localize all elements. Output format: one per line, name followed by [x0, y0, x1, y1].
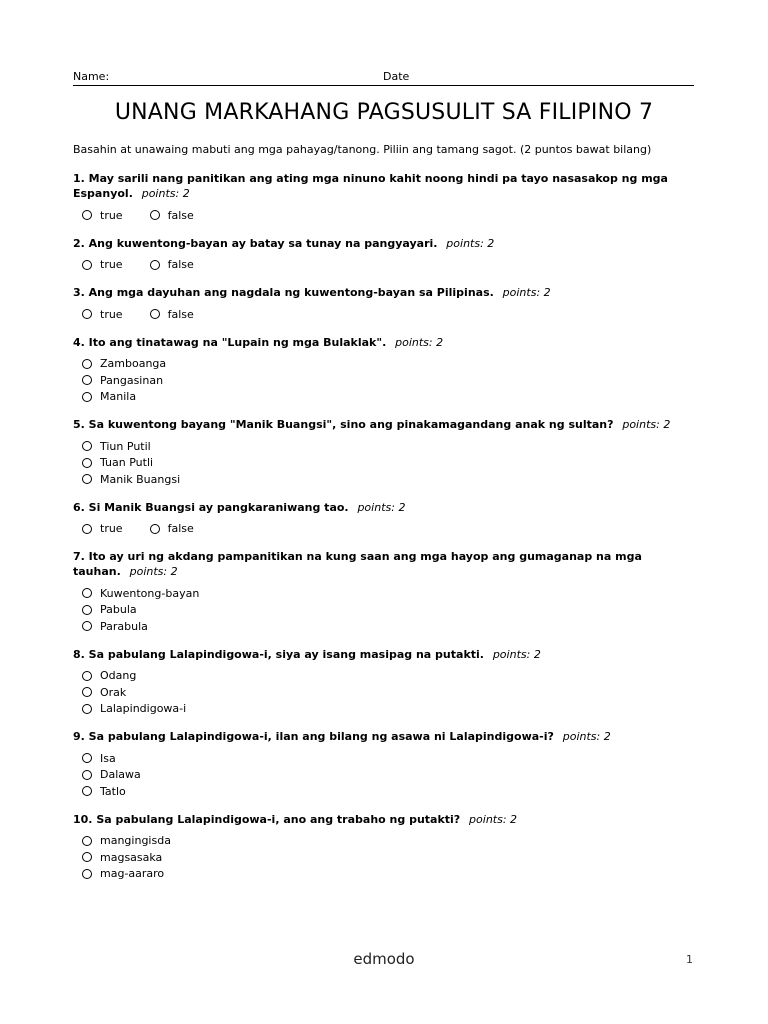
answer-option[interactable] — [82, 668, 693, 685]
question-text — [73, 549, 693, 579]
question-text — [73, 236, 693, 251]
radio-circle-icon[interactable] — [82, 605, 92, 615]
radio-circle-icon[interactable] — [82, 309, 92, 319]
radio-circle-icon[interactable] — [82, 753, 92, 763]
radio-circle-icon[interactable] — [82, 392, 92, 402]
answer-options — [73, 438, 693, 488]
answer-options — [73, 521, 693, 538]
question-7 — [73, 549, 693, 635]
radio-circle-icon[interactable] — [82, 474, 92, 484]
answer-option[interactable] — [82, 471, 693, 488]
answer-option[interactable] — [82, 783, 693, 800]
question-8 — [73, 647, 693, 718]
option-label: Pabula — [100, 603, 137, 617]
radio-circle-icon[interactable] — [82, 458, 92, 468]
option-label: Zamboanga — [100, 357, 167, 371]
radio-circle-icon[interactable] — [82, 786, 92, 796]
option-label: Tiun Putil — [100, 439, 151, 453]
question-text — [73, 500, 693, 515]
answer-option[interactable] — [82, 438, 693, 455]
question-text — [73, 812, 693, 827]
name-label: Name: — [73, 70, 110, 83]
question-label: 9. Sa pabulang Lalapindigowa-i, ilan ang bilang ng asawa ni Lalapindigowa-i? — [73, 730, 554, 743]
option-label: true — [100, 522, 123, 536]
answer-option[interactable] — [82, 521, 123, 538]
answer-option[interactable] — [82, 389, 693, 406]
answer-options-row — [82, 207, 693, 224]
points-label: points: 2 — [469, 812, 518, 826]
question-3 — [73, 285, 693, 323]
radio-circle-icon[interactable] — [82, 852, 92, 862]
date-label: Date — [383, 70, 410, 83]
points-label: points: 2 — [446, 236, 495, 250]
option-label: Tatlo — [100, 784, 126, 798]
option-label: false — [167, 307, 194, 321]
answer-option[interactable] — [82, 306, 123, 323]
question-9 — [73, 729, 693, 800]
instructions: Basahin at unawaing mabuti ang mga pahayag/tanong. Piliin ang tamang sagot. (2 puntos bawat bilang) — [73, 143, 652, 156]
answer-option[interactable] — [82, 207, 123, 224]
answer-options-row — [82, 306, 693, 323]
answer-option[interactable] — [82, 767, 693, 784]
points-label: points: 2 — [562, 730, 611, 743]
answer-options — [73, 306, 693, 323]
option-label: true — [100, 208, 123, 222]
question-6 — [73, 500, 693, 538]
option-label: mag-aararo — [100, 867, 165, 881]
radio-circle-icon[interactable] — [82, 621, 92, 631]
points-label: points: 2 — [492, 647, 541, 661]
option-label: false — [167, 258, 194, 272]
question-label: 5. Sa kuwentong bayang "Manik Buangsi", sino ang pinakamagandang anak ng sultan? — [73, 418, 614, 431]
option-label: false — [167, 522, 194, 536]
option-label: Parabula — [100, 619, 148, 633]
radio-circle-icon[interactable] — [82, 375, 92, 385]
option-label: Lalapindigowa-i — [100, 702, 187, 716]
question-label: 7. Ito ay uri ng akdang pampanitikan na kung saan ang mga hayop ang gumaganap na mga tauhan. — [73, 550, 642, 578]
page-number: 1 — [686, 953, 693, 966]
option-label: Pangasinan — [100, 373, 164, 387]
radio-circle-icon[interactable] — [150, 524, 160, 534]
question-text — [73, 417, 693, 432]
option-label: Orak — [100, 685, 127, 699]
question-text — [73, 285, 693, 300]
radio-circle-icon[interactable] — [82, 359, 92, 369]
answer-option[interactable] — [82, 455, 693, 472]
answer-options — [73, 750, 693, 800]
answer-options-row — [82, 521, 693, 538]
question-10 — [73, 812, 693, 883]
answer-option[interactable] — [150, 521, 194, 538]
question-text — [73, 729, 693, 744]
answer-options-row — [82, 257, 693, 274]
question-4 — [73, 335, 693, 406]
question-label: 8. Sa pabulang Lalapindigowa-i, siya ay isang masipag na putakti. — [73, 647, 484, 661]
question-text — [73, 335, 693, 350]
answer-option[interactable] — [82, 833, 693, 850]
answer-option[interactable] — [82, 750, 693, 767]
answer-option[interactable] — [82, 701, 693, 718]
answer-option[interactable] — [150, 257, 194, 274]
answer-options — [73, 585, 693, 635]
radio-circle-icon[interactable] — [82, 704, 92, 714]
option-label: Manik Buangsi — [100, 472, 181, 486]
question-text — [73, 647, 693, 662]
radio-circle-icon[interactable] — [82, 869, 92, 879]
points-label: points: 2 — [357, 500, 406, 514]
answer-option[interactable] — [150, 207, 194, 224]
option-label: Tuan Putli — [100, 456, 154, 470]
points-label: points: 2 — [395, 335, 444, 349]
option-label: Manila — [100, 390, 137, 404]
option-label: Isa — [100, 751, 116, 765]
radio-circle-icon[interactable] — [82, 524, 92, 534]
answer-option[interactable] — [150, 306, 194, 323]
answer-option[interactable] — [82, 849, 693, 866]
radio-circle-icon[interactable] — [82, 671, 92, 681]
option-label: true — [100, 258, 123, 272]
answer-option[interactable] — [82, 372, 693, 389]
option-label: false — [167, 208, 194, 222]
option-label: mangingisda — [100, 834, 171, 848]
radio-circle-icon[interactable] — [82, 687, 92, 697]
question-label: 2. Ang kuwentong-bayan ay batay sa tunay na pangyayari. — [73, 236, 438, 250]
answer-option[interactable] — [82, 585, 693, 602]
edmodo-logo: edmodo — [353, 950, 415, 968]
points-label: points: 2 — [622, 418, 671, 431]
question-label: 1. May sarili nang panitikan ang ating mga ninuno kahit noong hindi pa tayo nasasakop ng mga Espanyol. — [73, 172, 668, 200]
radio-circle-icon[interactable] — [150, 309, 160, 319]
answer-options — [73, 257, 693, 274]
radio-circle-icon[interactable] — [150, 260, 160, 270]
question-label: 3. Ang mga dayuhan ang nagdala ng kuwentong-bayan sa Pilipinas. — [73, 286, 494, 299]
answer-option[interactable] — [82, 866, 693, 883]
answer-option[interactable] — [82, 257, 123, 274]
answer-option[interactable] — [82, 356, 693, 373]
radio-circle-icon[interactable] — [82, 770, 92, 780]
page-title: UNANG MARKAHANG PAGSUSULIT SA FILIPINO 7 — [114, 100, 654, 125]
radio-circle-icon[interactable] — [82, 441, 92, 451]
option-label: Kuwentong-bayan — [100, 586, 200, 600]
option-label: Odang — [100, 669, 137, 683]
answer-options — [73, 207, 693, 224]
answer-options — [73, 833, 693, 883]
question-label: 4. Ito ang tinatawag na "Lupain ng mga Bulaklak". — [73, 335, 387, 349]
question-list — [73, 171, 693, 894]
radio-circle-icon[interactable] — [82, 588, 92, 598]
question-5 — [73, 417, 693, 488]
points-label: points: 2 — [502, 286, 551, 299]
answer-option[interactable] — [82, 602, 693, 619]
answer-options — [73, 356, 693, 406]
answer-option[interactable] — [82, 684, 693, 701]
radio-circle-icon[interactable] — [150, 210, 160, 220]
question-text — [73, 171, 693, 201]
option-label: magsasaka — [100, 850, 163, 864]
answer-option[interactable] — [82, 618, 693, 635]
header-line — [73, 69, 694, 86]
question-1 — [73, 171, 693, 224]
radio-circle-icon[interactable] — [82, 260, 92, 270]
question-label: 10. Sa pabulang Lalapindigowa-i, ano ang trabaho ng putakti? — [73, 812, 461, 826]
radio-circle-icon[interactable] — [82, 210, 92, 220]
question-label: 6. Si Manik Buangsi ay pangkaraniwang tao. — [73, 500, 349, 514]
question-2 — [73, 236, 693, 274]
answer-options — [73, 668, 693, 718]
option-label: true — [100, 307, 123, 321]
points-label: points: 2 — [141, 187, 190, 200]
option-label: Dalawa — [100, 768, 141, 782]
radio-circle-icon[interactable] — [82, 836, 92, 846]
points-label: points: 2 — [129, 565, 178, 578]
